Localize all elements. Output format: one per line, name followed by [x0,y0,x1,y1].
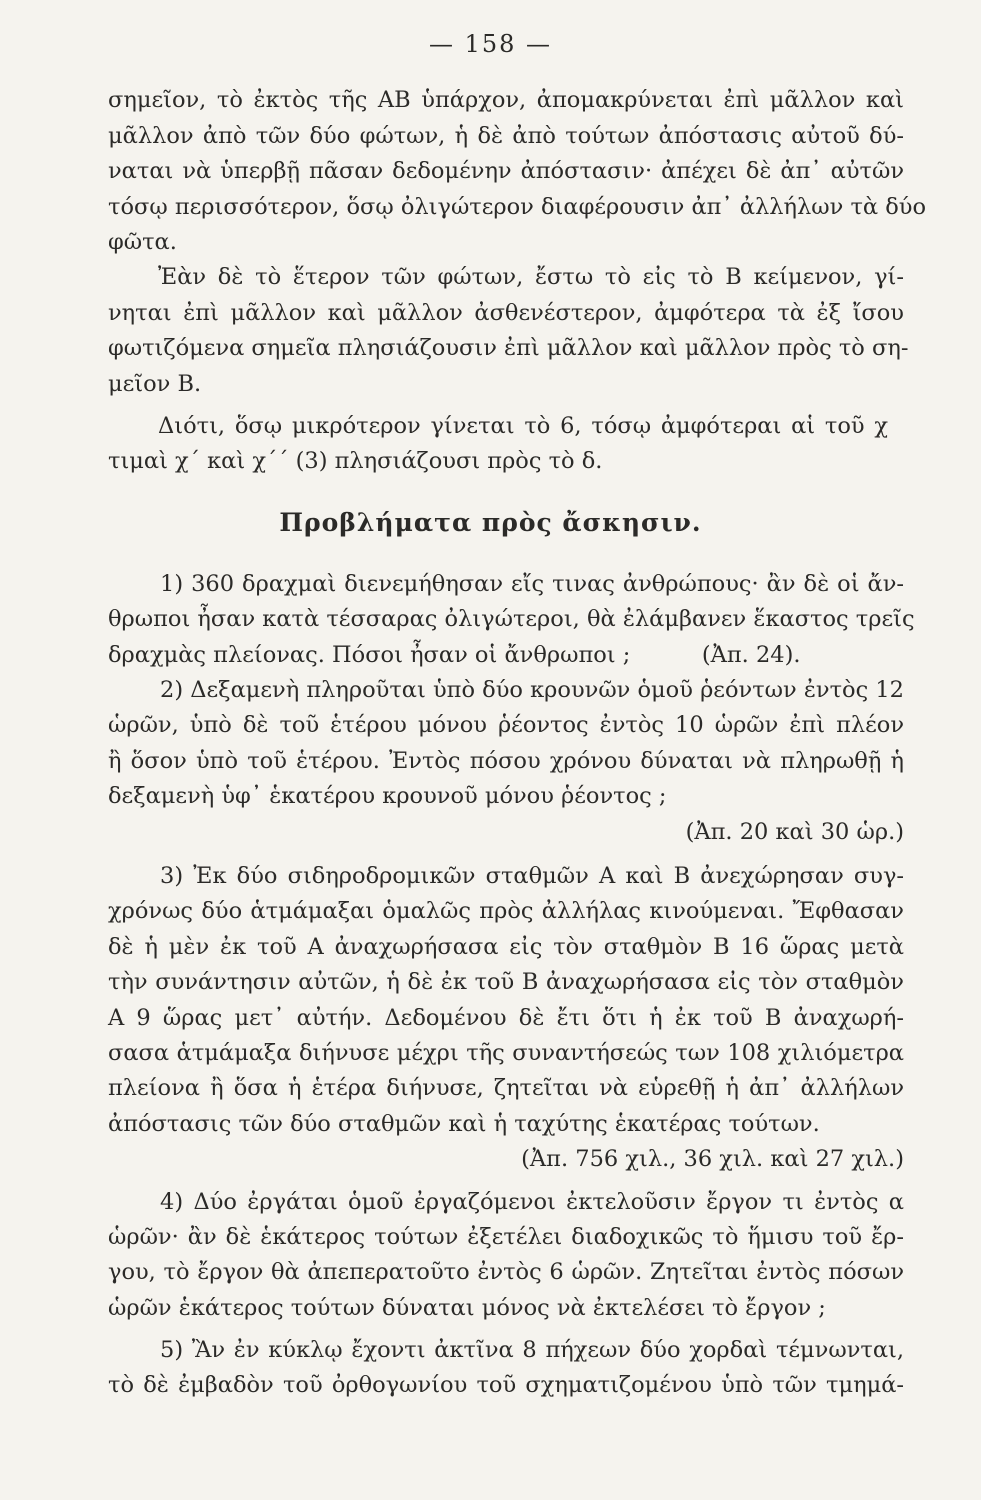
text-line: Διότι, ὅσῳ μικρότερον γίνεται τὸ 6, τόσῳ ἀμφότεραι αἱ τοῦ χ [158,413,888,439]
text-line: τὸ δὲ ἐμβαδὸν τοῦ ὀρθογωνίου τοῦ σχηματιζομένου ὑπὸ τῶν τμημά- [108,1372,904,1398]
page-number: — 158 — [428,30,553,58]
text-line: τιμαὶ χ΄ καὶ χ΄΄ (3) πλησιάζουσι πρὸς τὸ δ. [108,448,603,474]
text-line: μᾶλλον ἀπὸ τῶν δύο φώτων, ἡ δὲ ἀπὸ τούτων ἀπόστασις αὐτοῦ δύ- [108,123,904,149]
text-line: δραχμὰς πλείονας. Πόσοι ἦσαν οἱ ἄνθρωποι ; (Ἀπ. 24). [108,642,801,668]
text-line: φῶτα. [108,229,177,255]
text-line: 2) Δεξαμενὴ πληροῦται ὑπὸ δύο κρουνῶν ὁμοῦ ῥεόντων ἐντὸς 12 [160,677,904,703]
text-line: δὲ ἡ μὲν ἐκ τοῦ Α ἀναχωρήσασα εἰς τὸν σταθμὸν Β 16 ὥρας μετὰ [108,934,904,960]
text-line: ἢ ὅσον ὑπὸ τοῦ ἑτέρου. Ἐντὸς πόσου χρόνου δύναται νὰ πληρωθῇ ἡ [108,748,904,774]
text-line: ἀπόστασις τῶν δύο σταθμῶν καὶ ἡ ταχύτης ἑκατέρας τούτων. [108,1111,820,1137]
text-line: Α 9 ὥρας μετ᾽ αὐτήν. Δεδομένου δὲ ἔτι ὅτι ἡ ἐκ τοῦ Β ἀναχωρή- [108,1005,904,1031]
text-line: ὡρῶν ἑκάτερος τούτων δύναται μόνος νὰ ἐκτελέσει τὸ ἔργον ; [108,1295,826,1321]
text-line: πλείονα ἢ ὅσα ἡ ἑτέρα διήνυσε, ζητεῖται νὰ εὑρεθῇ ἡ ἀπ᾽ ἀλλήλων [108,1075,904,1101]
text-line: 1) 360 δραχμαὶ διενεμήθησαν εἴς τινας ἀνθρώπους· ἂν δὲ οἱ ἄν- [160,571,904,597]
text-line: ὡρῶν· ἂν δὲ ἑκάτερος τούτων ἐξετέλει διαδοχικῶς τὸ ἥμισυ τοῦ ἔρ- [108,1224,904,1250]
text-line: δεξαμενὴ ὑφ᾽ ἑκατέρου κρουνοῦ μόνου ῥέοντος ; [108,783,667,809]
text-line: θρωποι ἦσαν κατὰ τέσσαρας ὀλιγώτεροι, θὰ ἐλάμβανεν ἕκαστος τρεῖς [108,606,915,632]
text-line: τόσῳ περισσότερον, ὅσῳ ὀλιγώτερον διαφέρουσιν ἀπ᾽ ἀλλήλων τὰ δύο [108,194,927,220]
text-line: 5) Ἂν ἐν κύκλῳ ἔχοντι ἀκτῖνα 8 πήχεων δύο χορδαὶ τέμνωνται, [160,1337,904,1363]
text-line: 3) Ἐκ δύο σιδηροδρομικῶν σταθμῶν Α καὶ Β ἀνεχώρησαν συγ- [160,863,904,889]
text-line: Ἐὰν δὲ τὸ ἕτερον τῶν φώτων, ἔστω τὸ εἰς τὸ Β κείμενον, γί- [158,264,904,290]
text-line: νηται ἐπὶ μᾶλλον καὶ μᾶλλον ἀσθενέστερον, ἀμφότερα τὰ ἐξ ἴσου [108,300,904,326]
text-line: σημεῖον, τὸ ἐκτὸς τῆς ΑΒ ὑπάρχον, ἀπομακρύνεται ἐπὶ μᾶλλον καὶ [108,87,904,113]
answer-line: (Ἀπ. 20 καὶ 30 ὡρ.) [685,819,904,845]
text-line: ὡρῶν, ὑπὸ δὲ τοῦ ἑτέρου μόνου ῥέοντος ἐντὸς 10 ὡρῶν ἐπὶ πλέον [108,712,904,738]
text-line: τὴν συνάντησιν αὐτῶν, ἡ δὲ ἐκ τοῦ Β ἀναχωρήσασα εἰς τὸν σταθμὸν [108,969,904,995]
text-line: 4) Δύο ἐργάται ὁμοῦ ἐργαζόμενοι ἐκτελοῦσιν ἔργον τι ἐντὸς α [160,1189,904,1215]
answer-line: (Ἀπ. 756 χιλ., 36 χιλ. καὶ 27 χιλ.) [521,1146,904,1172]
text-line: σασα ἁτμάμαξα διήνυσε μέχρι τῆς συναντήσεώς των 108 χιλιόμετρα [108,1040,904,1066]
text-line: φωτιζόμενα σημεῖα πλησιάζουσιν ἐπὶ μᾶλλον καὶ μᾶλλον πρὸς τὸ ση- [108,335,909,361]
section-heading: Προβλήματα πρὸς ἄσκησιν. [279,508,702,537]
text-line: ναται νὰ ὑπερβῇ πᾶσαν δεδομένην ἀπόστασιν· ἀπέχει δὲ ἀπ᾽ αὐτῶν [108,158,904,184]
text-line: γου, τὸ ἔργον θὰ ἀπεπερατοῦτο ἐντὸς 6 ὡρῶν. Ζητεῖται ἐντὸς πόσων [108,1259,904,1285]
text-line: χρόνως δύο ἁτμάμαξαι ὁμαλῶς πρὸς ἀλλήλας κινούμεναι. Ἔφθασαν [108,898,904,924]
text-line: μεῖον Β. [108,371,202,397]
